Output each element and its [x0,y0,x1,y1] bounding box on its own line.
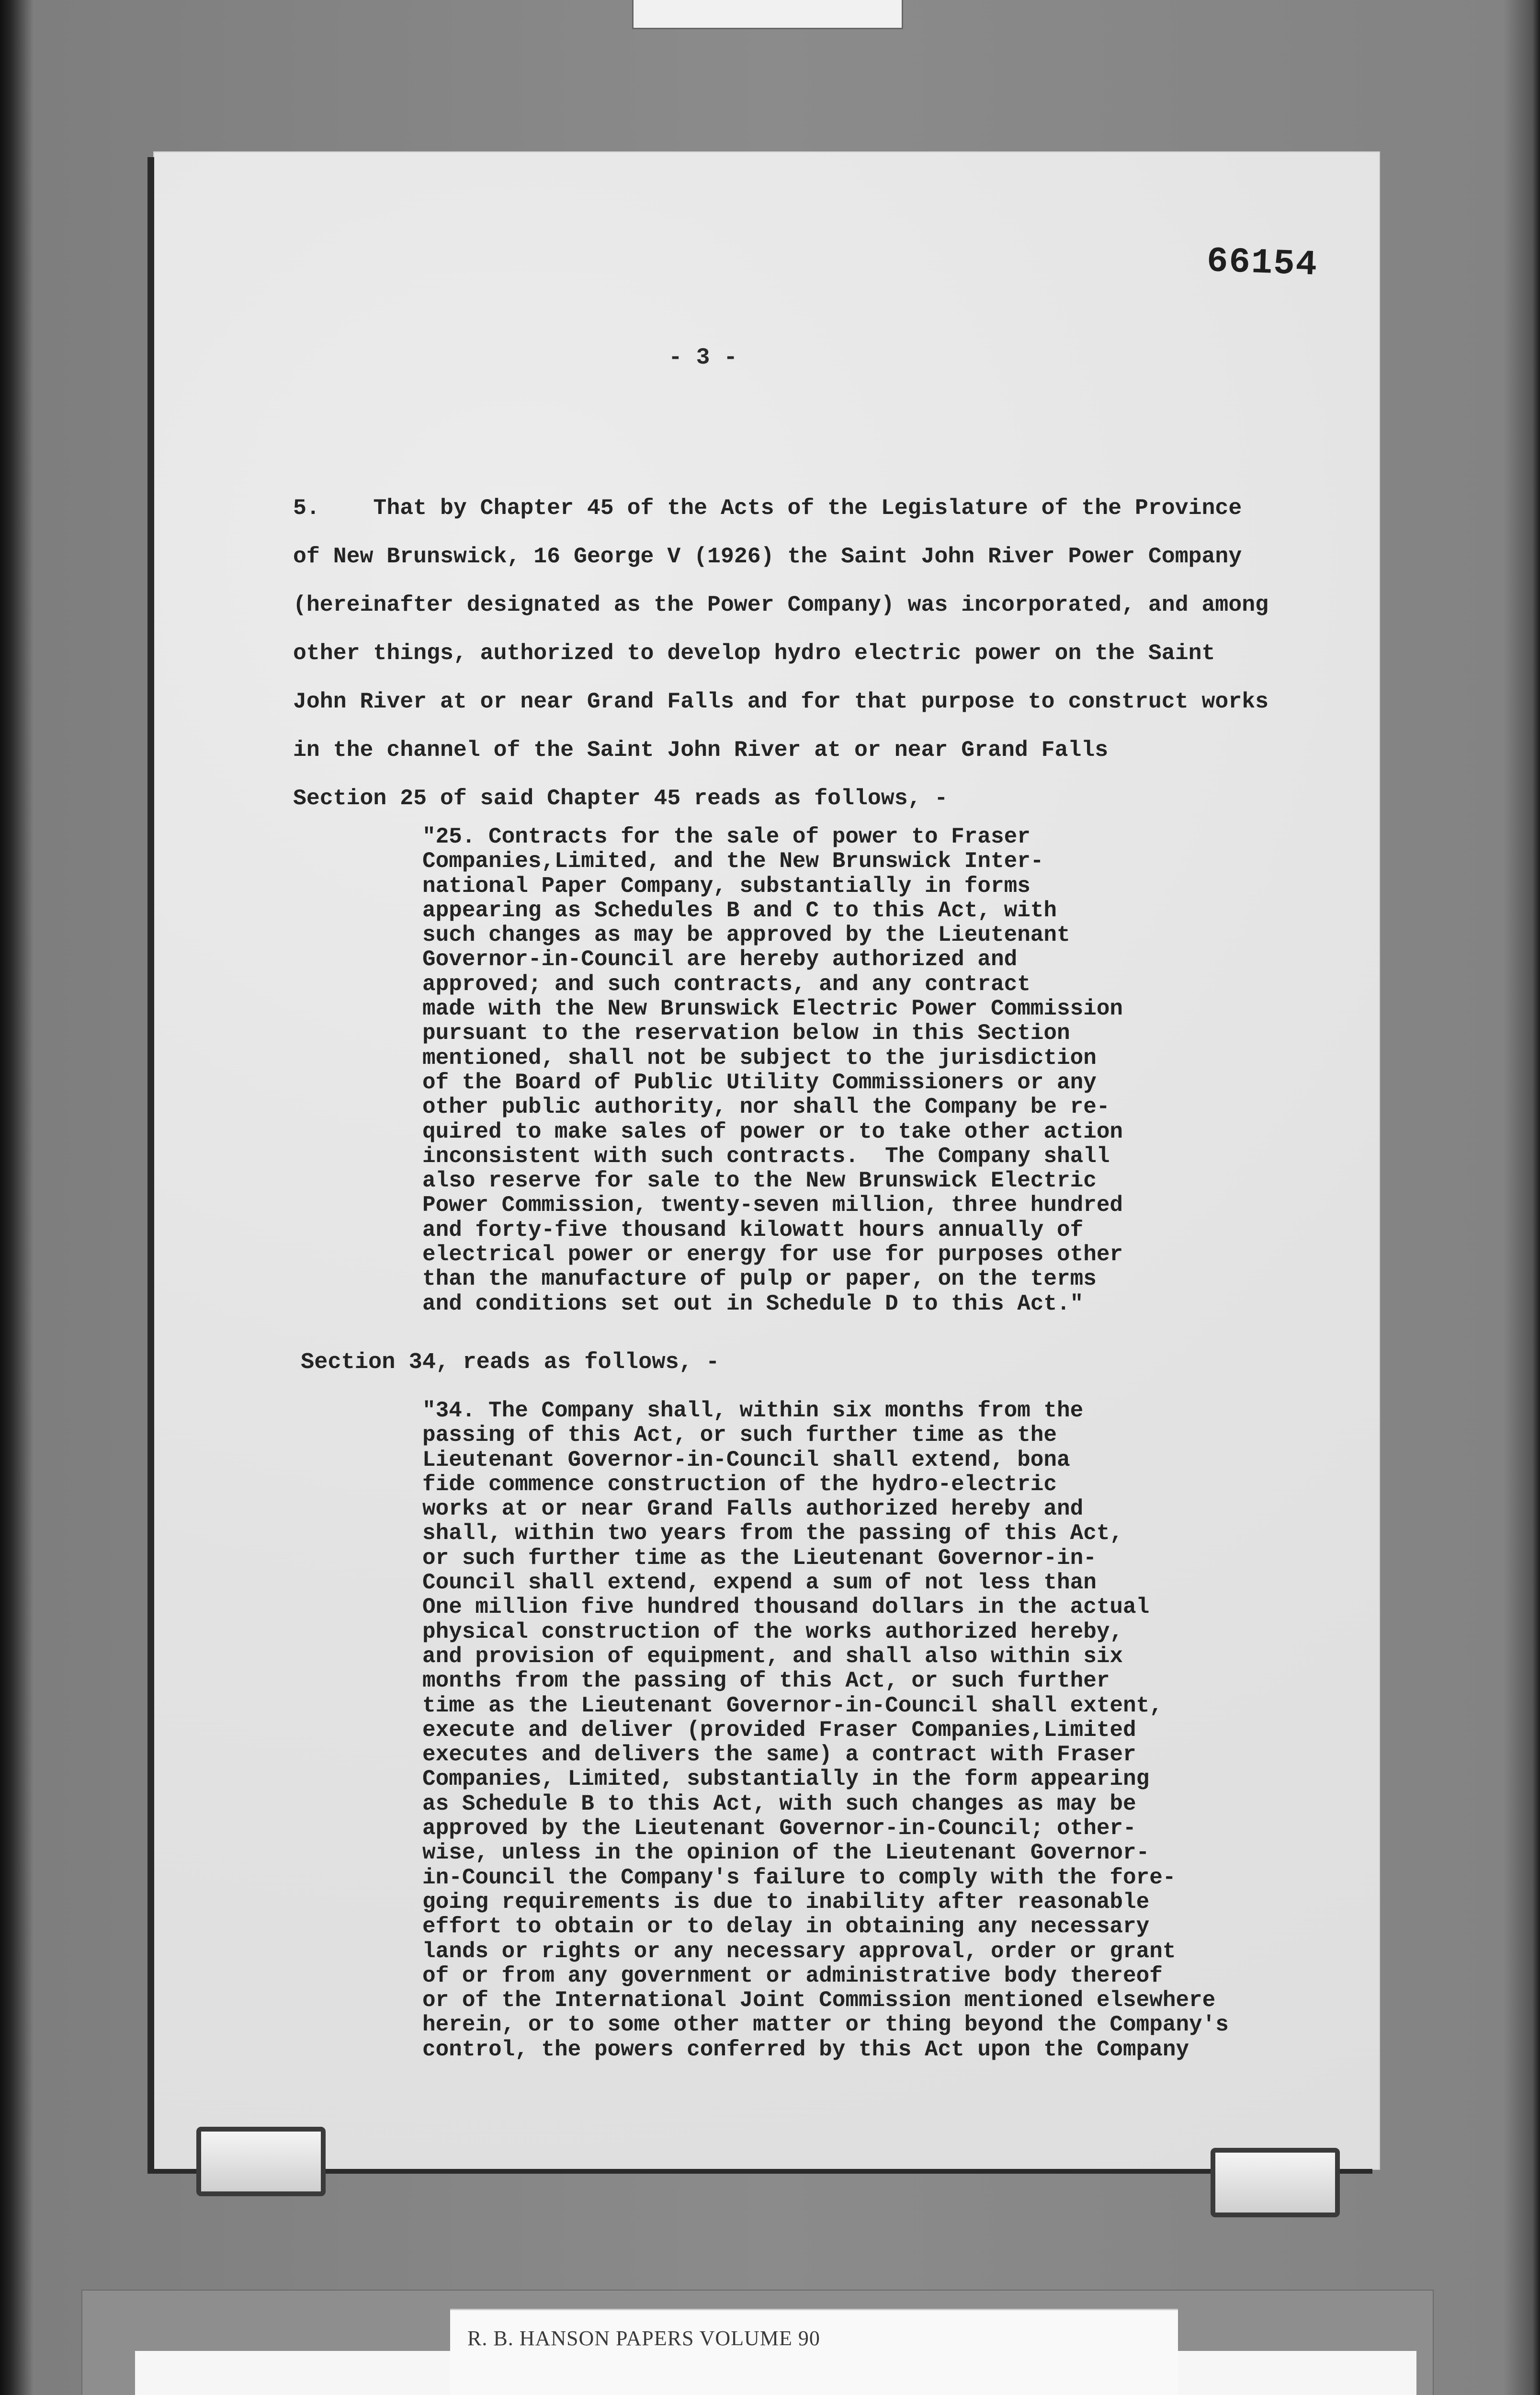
quote-line: effort to obtain or to delay in obtaining any necessary [422,1914,1150,1939]
quote-line: "34. The Company shall, within six months from the [422,1398,1084,1423]
quote-line: passing of this Act, or such further time as the [422,1423,1057,1448]
quote-line: time as the Lieutenant Governor-in-Council shall extent, [422,1693,1163,1718]
quote-line: pursuant to the reservation below in this Section [422,1021,1070,1046]
quote-line: "25. Contracts for the sale of power to Fraser [422,824,1030,849]
page-number: 66154 [1206,241,1319,286]
mounting-clip-left [196,2127,326,2196]
quote-line: as Schedule B to this Act, with such changes as may be [422,1791,1136,1816]
text-line: other things, authorized to develop hydro electric power on the Saint [293,640,1215,666]
section-25-quote [422,825,1361,1316]
quote-line: other public authority, nor shall the Company be re- [422,1095,1110,1120]
volume-label-strip [450,2309,1178,2395]
quote-line: of the Board of Public Utility Commissioners or any [422,1070,1097,1095]
quote-line: execute and deliver (provided Fraser Companies,Limited [422,1717,1136,1743]
quote-line: Lieutenant Governor-in-Council shall extend, bona [422,1447,1070,1472]
quote-line: inconsistent with such contracts. The Company shall [422,1143,1110,1169]
quote-line: herein, or to some other matter or thing beyond the Company's [422,2012,1229,2038]
paragraph-5 [293,484,1370,822]
quote-line: or of the International Joint Commission mentioned elsewhere [422,1988,1216,2013]
quote-line: and conditions set out in Schedule D to this Act." [422,1291,1084,1316]
quote-line: such changes as may be approved by the Lieutenant [422,923,1070,948]
page-marker: - 3 - [668,345,738,371]
text-line: John River at or near Grand Falls and for that purpose to construct works [293,689,1269,714]
mounting-clip-right [1211,2148,1340,2217]
quote-line: going requirements is due to inability after reasonable [422,1889,1150,1915]
quote-line: Power Commission, twenty-seven million, three hundred [422,1193,1123,1218]
quote-line: in-Council the Company's failure to comply with the fore- [422,1865,1176,1890]
quote-line: than the manufacture of pulp or paper, on the terms [422,1266,1097,1292]
quote-line: approved; and such contracts, and any contract [422,971,1030,997]
quote-line: electrical power or energy for use for purposes other [422,1242,1123,1267]
quote-line: wise, unless in the opinion of the Lieutenant Governor- [422,1840,1150,1866]
volume-label: R. B. HANSON PAPERS VOLUME 90 [467,2327,820,2350]
quote-line: approved by the Lieutenant Governor-in-Council; other- [422,1816,1136,1841]
quote-line: and forty-five thousand kilowatt hours annually of [422,1217,1084,1243]
quote-line: physical construction of the works authorized hereby, [422,1619,1123,1644]
quote-line: shall, within two years from the passing of this Act, [422,1521,1123,1546]
quote-line: national Paper Company, substantially in forms [422,873,1030,899]
text-line: Section 25 of said Chapter 45 reads as follows, - [293,786,948,811]
section-34-heading: Section 34, reads as follows, - [301,1350,720,1375]
quote-line: quired to make sales of power or to take other action [422,1119,1123,1144]
quote-line: Governor-in-Council are hereby authorized and [422,947,1018,972]
quote-line: months from the passing of this Act, or such further [422,1668,1110,1694]
quote-line: executes and delivers the same) a contract with Fraser [422,1742,1136,1768]
quote-line: lands or rights or any necessary approval, order or grant [422,1939,1176,1964]
text-line: (hereinafter designated as the Power Company) was incorporated, and among [293,592,1269,617]
quote-line: appearing as Schedules B and C to this Act, with [422,898,1057,923]
quote-line: control, the powers conferred by this Act upon the Company [422,2037,1189,2062]
text-line: of New Brunswick, 16 George V (1926) the Saint John River Power Company [293,544,1242,569]
text-line: in the channel of the Saint John River at or near Grand Falls [293,737,1109,763]
quote-line: fide commence construction of the hydro-electric [422,1471,1057,1497]
quote-line: One million five hundred thousand dollars in the actual [422,1595,1150,1620]
quote-line: and provision of equipment, and shall also within six [422,1643,1123,1669]
quote-line: Companies,Limited, and the New Brunswick Inter- [422,849,1044,874]
quote-line: Companies, Limited, substantially in the form appearing [422,1767,1150,1792]
top-paper-tab [632,0,903,29]
section-34-quote [422,1399,1361,2062]
quote-line: of or from any government or administrative body thereof [422,1963,1163,1988]
quote-line: also reserve for sale to the New Brunswick Electric [422,1168,1097,1194]
quote-line: Council shall extend, expend a sum of not less than [422,1570,1097,1596]
quote-line: made with the New Brunswick Electric Power Commission [422,996,1123,1022]
quote-line: works at or near Grand Falls authorized hereby and [422,1496,1084,1522]
quote-line: mentioned, shall not be subject to the jurisdiction [422,1045,1097,1071]
text-line: 5. That by Chapter 45 of the Acts of the Legislature of the Province [293,495,1242,521]
quote-line: or such further time as the Lieutenant Governor-in- [422,1545,1097,1571]
